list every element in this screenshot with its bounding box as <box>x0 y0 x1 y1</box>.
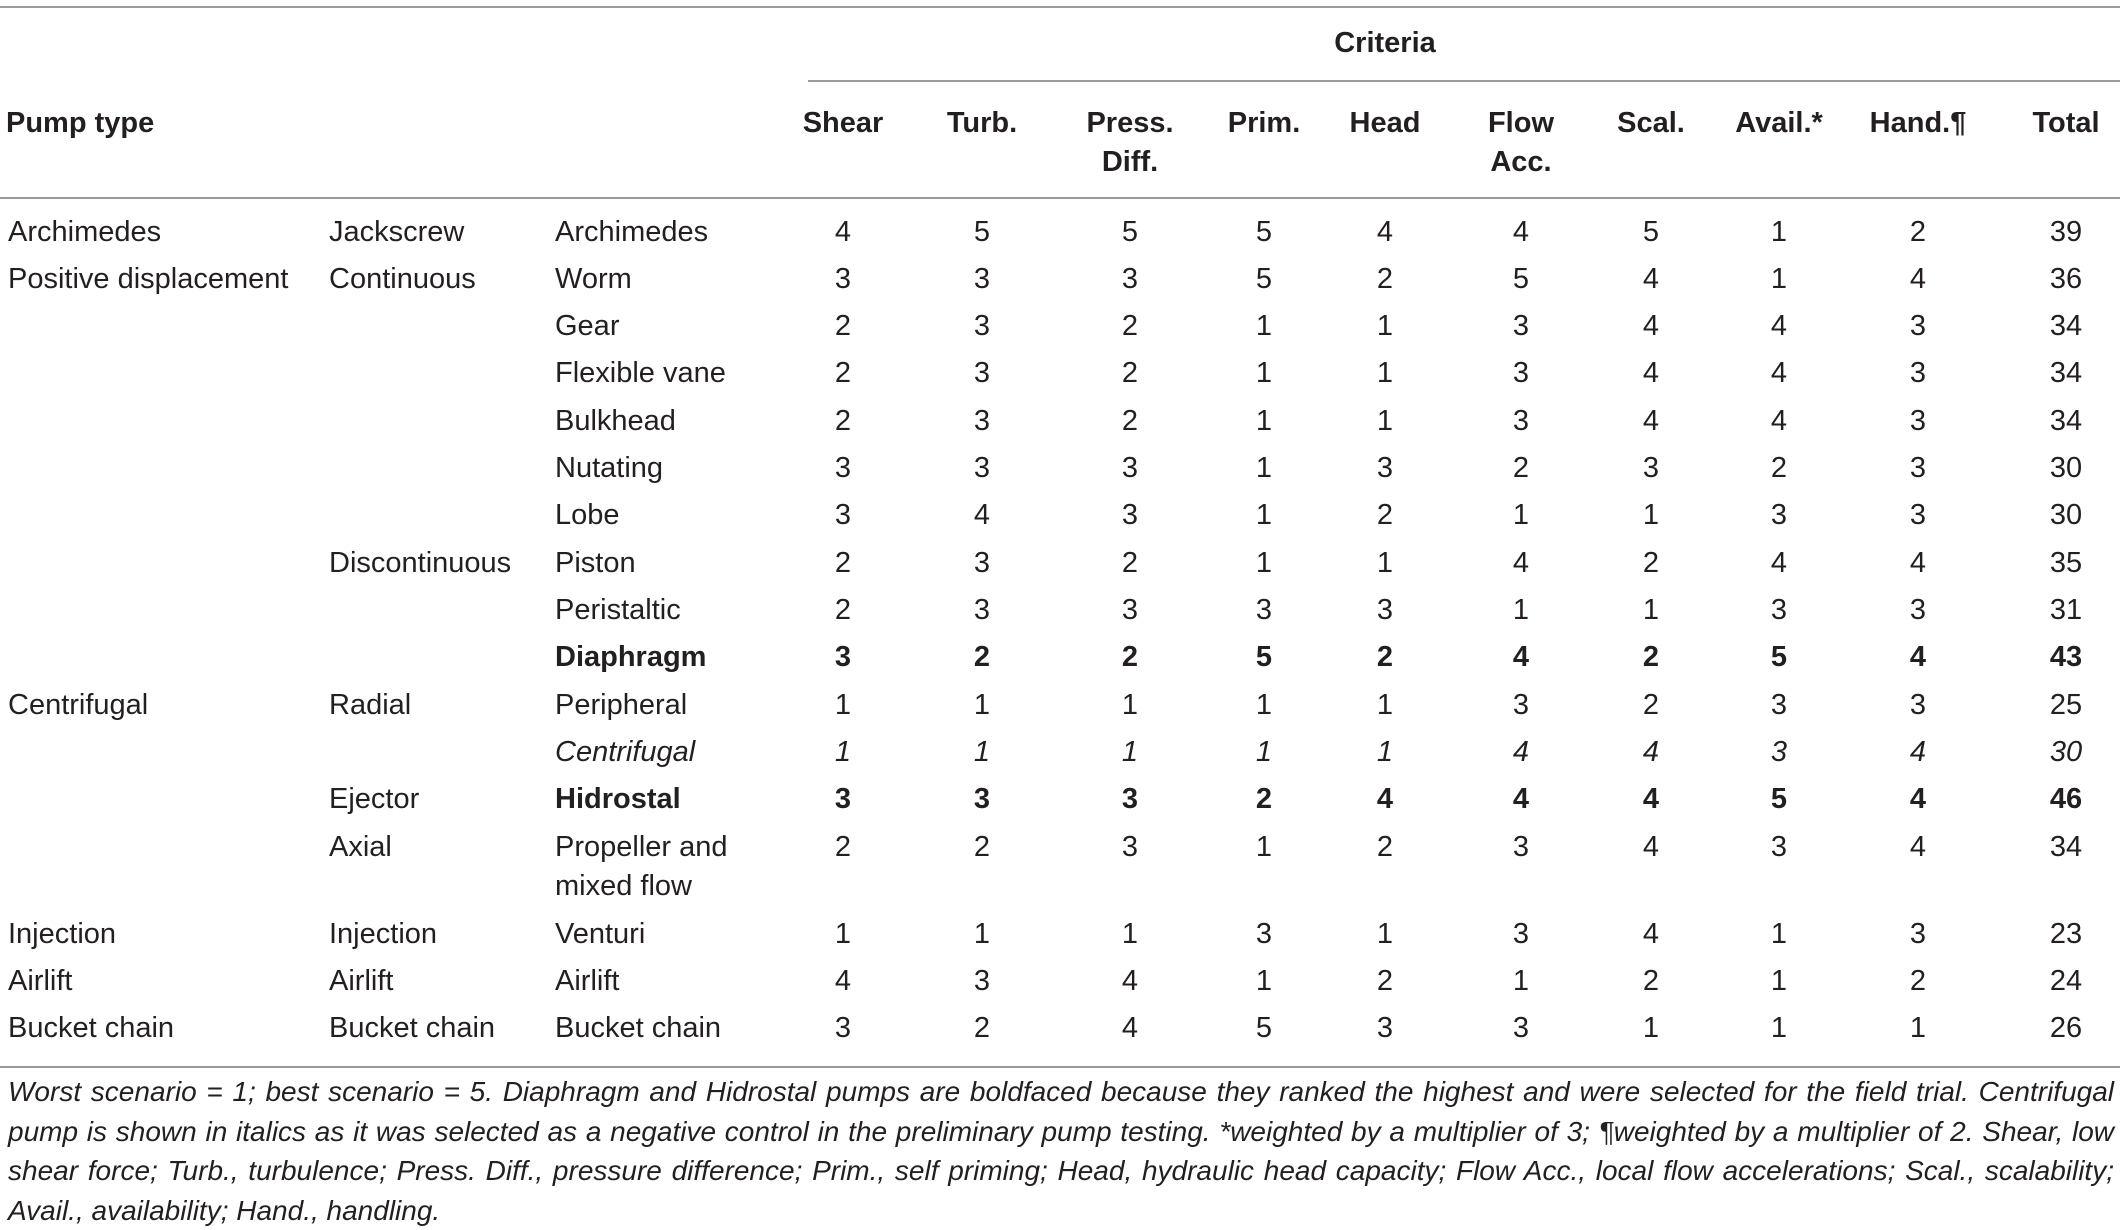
score-cell: 3 <box>1909 918 1927 950</box>
score-cell: 1 <box>1376 736 1394 768</box>
score-cell: 5 <box>1255 641 1273 673</box>
score-cell: 2 <box>1376 499 1394 531</box>
score-cell: 1 <box>1770 263 1788 295</box>
pump-name-cell: Peristaltic <box>555 594 681 626</box>
score-cell: 2 <box>1255 783 1273 815</box>
score-cell: 4 <box>1642 831 1660 863</box>
score-cell: 2 <box>973 831 991 863</box>
score-cell: 3 <box>1376 594 1394 626</box>
score-cell: 1 <box>1255 547 1273 579</box>
pump-group-cell: Archimedes <box>8 216 162 248</box>
score-cell: 3 <box>1909 689 1927 721</box>
score-cell: 2 <box>1642 965 1660 997</box>
score-cell: 4 <box>1770 547 1788 579</box>
column-header: Prim. <box>1227 107 1301 139</box>
score-cell: 1 <box>1121 689 1139 721</box>
header-rule <box>0 197 2120 199</box>
score-cell: 2 <box>1376 641 1394 673</box>
score-cell: 1 <box>1642 499 1660 531</box>
score-cell: 3 <box>1909 452 1927 484</box>
total-cell: 36 <box>2049 263 2083 295</box>
score-cell: 3 <box>1121 783 1139 815</box>
score-cell: 3 <box>1255 594 1273 626</box>
column-header: Head <box>1349 107 1421 139</box>
pump-name-cell: Peripheral <box>555 689 688 721</box>
column-header: Avail.* <box>1735 107 1823 139</box>
score-cell: 3 <box>834 1012 852 1044</box>
score-cell: 2 <box>1376 831 1394 863</box>
pump-name-cell: Diaphragm <box>555 641 707 673</box>
score-cell: 4 <box>1770 405 1788 437</box>
score-cell: 4 <box>1512 641 1530 673</box>
pump-name-cell: Centrifugal <box>555 736 696 768</box>
score-cell: 3 <box>1121 594 1139 626</box>
score-cell: 3 <box>834 499 852 531</box>
score-cell: 3 <box>1909 357 1927 389</box>
score-cell: 4 <box>1512 547 1530 579</box>
pump-group-cell: Bucket chain <box>8 1012 175 1044</box>
pump-name-cell: Flexible vane <box>555 357 726 389</box>
total-cell: 35 <box>2049 547 2083 579</box>
score-cell: 2 <box>1376 263 1394 295</box>
score-cell: 4 <box>1909 547 1927 579</box>
total-cell: 39 <box>2049 216 2083 248</box>
total-cell: 34 <box>2049 831 2083 863</box>
score-cell: 3 <box>973 357 991 389</box>
score-cell: 3 <box>834 783 852 815</box>
pump-name-cell: Venturi <box>555 918 646 950</box>
score-cell: 4 <box>1121 1012 1139 1044</box>
score-cell: 1 <box>1376 357 1394 389</box>
score-cell: 1 <box>1642 594 1660 626</box>
total-cell: 46 <box>2049 783 2083 815</box>
pump-subtype-cell: Ejector <box>329 783 420 815</box>
score-cell: 4 <box>1512 783 1530 815</box>
score-cell: 1 <box>973 736 991 768</box>
score-cell: 3 <box>1376 1012 1394 1044</box>
score-cell: 3 <box>973 405 991 437</box>
score-cell: 5 <box>1512 263 1530 295</box>
score-cell: 2 <box>1121 405 1139 437</box>
score-cell: 3 <box>973 965 991 997</box>
score-cell: 4 <box>1121 965 1139 997</box>
total-cell: 43 <box>2049 641 2083 673</box>
total-cell: 30 <box>2049 736 2083 768</box>
score-cell: 1 <box>1642 1012 1660 1044</box>
score-cell: 3 <box>973 263 991 295</box>
score-cell: 3 <box>1376 452 1394 484</box>
pump-group-cell: Positive displacement <box>8 263 289 295</box>
score-cell: 1 <box>1770 1012 1788 1044</box>
score-cell: 2 <box>834 357 852 389</box>
score-cell: 3 <box>1512 918 1530 950</box>
pump-subtype-cell: Bucket chain <box>329 1012 496 1044</box>
pump-subtype-cell: Airlift <box>329 965 394 997</box>
table-top-rule <box>0 6 2120 8</box>
score-cell: 4 <box>1642 310 1660 342</box>
score-cell: 3 <box>1512 689 1530 721</box>
score-cell: 1 <box>1255 499 1273 531</box>
pump-type-header: Pump type <box>6 107 155 139</box>
total-cell: 25 <box>2049 689 2083 721</box>
score-cell: 3 <box>1121 452 1139 484</box>
score-cell: 1 <box>1376 547 1394 579</box>
pump-name-cell: Bucket chain <box>555 1012 722 1044</box>
total-cell: 31 <box>2049 594 2083 626</box>
score-cell: 3 <box>1512 1012 1530 1044</box>
total-cell: 30 <box>2049 499 2083 531</box>
score-cell: 1 <box>1770 918 1788 950</box>
score-cell: 2 <box>1642 641 1660 673</box>
score-cell: 3 <box>1770 594 1788 626</box>
score-cell: 3 <box>1512 831 1530 863</box>
score-cell: 3 <box>1255 918 1273 950</box>
score-cell: 1 <box>834 689 852 721</box>
score-cell: 1 <box>1376 689 1394 721</box>
pump-subtype-cell: Continuous <box>329 263 476 295</box>
pump-subtype-cell: Discontinuous <box>329 547 512 579</box>
score-cell: 5 <box>1255 263 1273 295</box>
score-cell: 1 <box>1121 736 1139 768</box>
score-cell: 3 <box>1770 736 1788 768</box>
score-cell: 1 <box>1255 965 1273 997</box>
score-cell: 2 <box>1376 965 1394 997</box>
score-cell: 4 <box>1512 216 1530 248</box>
score-cell: 1 <box>1255 405 1273 437</box>
total-cell: 30 <box>2049 452 2083 484</box>
pump-group-cell: Injection <box>8 918 117 950</box>
score-cell: 3 <box>1770 499 1788 531</box>
score-cell: 3 <box>973 547 991 579</box>
score-cell: 2 <box>973 1012 991 1044</box>
pump-name-cell: Archimedes <box>555 216 709 248</box>
score-cell: 4 <box>1642 405 1660 437</box>
total-cell: 34 <box>2049 405 2083 437</box>
score-cell: 5 <box>973 216 991 248</box>
score-cell: 4 <box>1909 641 1927 673</box>
pump-name-cell: Lobe <box>555 499 620 531</box>
score-cell: 1 <box>1255 689 1273 721</box>
column-header: Hand.¶ <box>1869 107 1967 139</box>
score-cell: 4 <box>1376 216 1394 248</box>
column-header: Flow Acc. <box>1487 107 1555 178</box>
score-cell: 3 <box>1512 405 1530 437</box>
score-cell: 4 <box>1770 310 1788 342</box>
criteria-header: Criteria <box>1334 27 1436 59</box>
score-cell: 3 <box>1512 357 1530 389</box>
score-cell: 2 <box>834 831 852 863</box>
score-cell: 4 <box>1642 783 1660 815</box>
score-cell: 1 <box>1376 918 1394 950</box>
score-cell: 4 <box>1909 736 1927 768</box>
score-cell: 2 <box>1121 641 1139 673</box>
score-cell: 1 <box>1512 594 1530 626</box>
score-cell: 1 <box>834 736 852 768</box>
score-cell: 3 <box>1121 831 1139 863</box>
score-cell: 4 <box>1512 736 1530 768</box>
pump-name-cell: Piston <box>555 547 636 579</box>
pump-subtype-cell: Radial <box>329 689 412 721</box>
score-cell: 3 <box>834 452 852 484</box>
score-cell: 3 <box>973 594 991 626</box>
score-cell: 3 <box>1909 405 1927 437</box>
score-cell: 3 <box>973 310 991 342</box>
score-cell: 2 <box>834 310 852 342</box>
pump-name-cell: Worm <box>555 263 632 295</box>
score-cell: 4 <box>834 965 852 997</box>
score-cell: 1 <box>834 918 852 950</box>
score-cell: 2 <box>1512 452 1530 484</box>
score-cell: 2 <box>1909 216 1927 248</box>
score-cell: 2 <box>834 547 852 579</box>
pump-name-cell: Propeller and mixed flow <box>555 831 728 902</box>
total-cell: 34 <box>2049 357 2083 389</box>
score-cell: 1 <box>1376 310 1394 342</box>
column-header: Shear <box>802 107 884 139</box>
score-cell: 4 <box>1376 783 1394 815</box>
score-cell: 4 <box>1909 831 1927 863</box>
score-cell: 3 <box>834 263 852 295</box>
pump-subtype-cell: Injection <box>329 918 438 950</box>
table-footnote: Worst scenario = 1; best scenario = 5. Diaphragm and Hidrostal pumps are boldfaced because they ranked the highest and were selected for the field trial. Centrifugal pump is shown in italics as it was selected as a negative control in the preliminary pump testing. *weighted by a multiplier of 3; ¶weighted by a multiplier of 2. Shear, low shear force; Turb., turbulence; Press. Diff., pressure difference; Prim., self priming; Head, hydraulic head capacity; Flow Acc., local flow accelerations; Scal., scalability; Avail., availability; Hand., handling. <box>8 1076 2114 1226</box>
score-cell: 4 <box>1642 918 1660 950</box>
score-cell: 3 <box>973 783 991 815</box>
score-cell: 4 <box>1642 736 1660 768</box>
total-cell: 23 <box>2049 918 2083 950</box>
score-cell: 3 <box>834 641 852 673</box>
pump-name-cell: Gear <box>555 310 620 342</box>
score-cell: 1 <box>1770 216 1788 248</box>
score-cell: 1 <box>1512 965 1530 997</box>
score-cell: 5 <box>1255 1012 1273 1044</box>
score-cell: 3 <box>1909 310 1927 342</box>
score-cell: 1 <box>1770 965 1788 997</box>
score-cell: 3 <box>1121 263 1139 295</box>
pump-subtype-cell: Jackscrew <box>329 216 465 248</box>
score-cell: 5 <box>1770 641 1788 673</box>
score-cell: 1 <box>1255 452 1273 484</box>
score-cell: 4 <box>1909 783 1927 815</box>
column-header: Press. Diff. <box>1086 107 1174 178</box>
column-header: Turb. <box>946 107 1018 139</box>
score-cell: 1 <box>1255 831 1273 863</box>
score-cell: 4 <box>834 216 852 248</box>
score-cell: 2 <box>973 641 991 673</box>
score-cell: 2 <box>1121 547 1139 579</box>
score-cell: 5 <box>1255 216 1273 248</box>
score-cell: 4 <box>1909 263 1927 295</box>
score-cell: 5 <box>1121 216 1139 248</box>
total-cell: 26 <box>2049 1012 2083 1044</box>
score-cell: 3 <box>1770 831 1788 863</box>
score-cell: 4 <box>1642 263 1660 295</box>
score-cell: 4 <box>973 499 991 531</box>
score-cell: 5 <box>1770 783 1788 815</box>
score-cell: 3 <box>1909 499 1927 531</box>
score-cell: 1 <box>1376 405 1394 437</box>
score-cell: 1 <box>1255 736 1273 768</box>
score-cell: 1 <box>973 918 991 950</box>
score-cell: 2 <box>1909 965 1927 997</box>
score-cell: 1 <box>1255 310 1273 342</box>
pump-name-cell: Nutating <box>555 452 664 484</box>
score-cell: 2 <box>1642 689 1660 721</box>
score-cell: 1 <box>1512 499 1530 531</box>
score-cell: 3 <box>973 452 991 484</box>
score-cell: 2 <box>834 405 852 437</box>
table-bottom-rule <box>0 1066 2120 1068</box>
score-cell: 2 <box>1642 547 1660 579</box>
pump-subtype-cell: Axial <box>329 831 392 863</box>
score-cell: 2 <box>834 594 852 626</box>
pump-group-cell: Centrifugal <box>8 689 149 721</box>
score-cell: 4 <box>1770 357 1788 389</box>
column-header: Total <box>2032 107 2100 139</box>
score-cell: 3 <box>1770 689 1788 721</box>
score-cell: 2 <box>1121 310 1139 342</box>
score-cell: 3 <box>1909 594 1927 626</box>
score-cell: 2 <box>1121 357 1139 389</box>
score-cell: 3 <box>1642 452 1660 484</box>
pump-name-cell: Hidrostal <box>555 783 681 815</box>
score-cell: 4 <box>1642 357 1660 389</box>
column-header: Scal. <box>1617 107 1685 139</box>
score-cell: 5 <box>1642 216 1660 248</box>
score-cell: 3 <box>1121 499 1139 531</box>
score-cell: 1 <box>1909 1012 1927 1044</box>
criteria-rule <box>808 80 2120 82</box>
score-cell: 1 <box>1255 357 1273 389</box>
pump-name-cell: Airlift <box>555 965 620 997</box>
total-cell: 24 <box>2049 965 2083 997</box>
score-cell: 1 <box>1121 918 1139 950</box>
total-cell: 34 <box>2049 310 2083 342</box>
score-cell: 1 <box>973 689 991 721</box>
pump-name-cell: Bulkhead <box>555 405 676 437</box>
score-cell: 2 <box>1770 452 1788 484</box>
score-cell: 3 <box>1512 310 1530 342</box>
pump-group-cell: Airlift <box>8 965 73 997</box>
